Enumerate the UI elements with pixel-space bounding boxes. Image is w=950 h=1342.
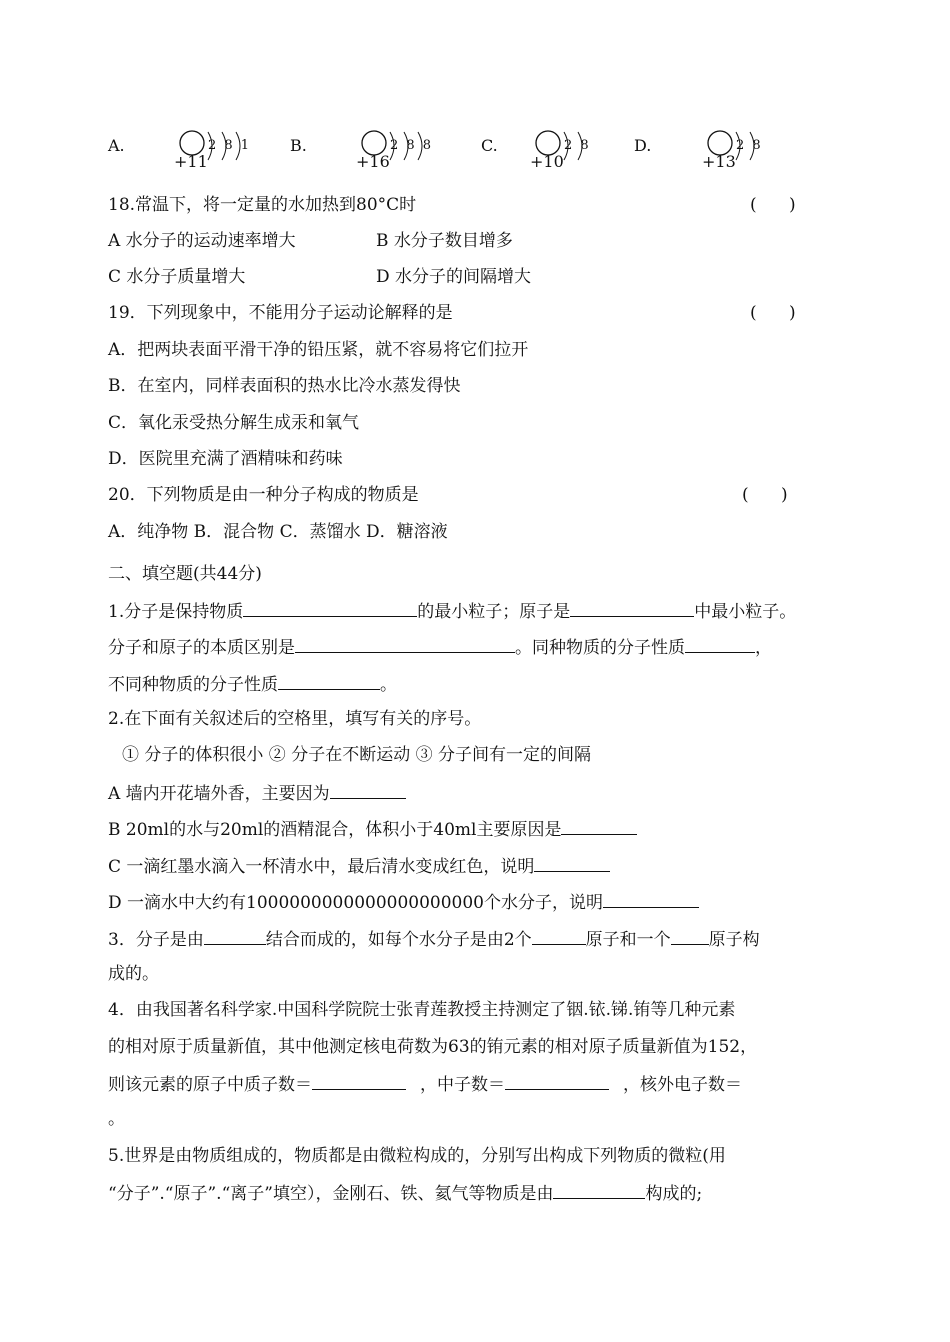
fill1-text: 不同种物质的分子性质 [108,675,278,695]
fill2-text: C 一滴红墨水滴入一杯清水中，最后清水变成红色，说明 [108,857,535,877]
q18-option-row-2 [108,265,531,289]
fill2-stem: 2.在下面有关叙述后的空格里，填写有关的序号。 [108,709,482,729]
fill2-item-b [108,816,637,842]
q20-options: A．纯净物 B．混合物 C．蒸馏水 D．糖溶液 [108,522,448,542]
fill5-text: “分子”.“原子”.“离子”填空），金刚石、铁、氦气等物质是由 [108,1184,554,1204]
q18-option-b: B 水分子数目增多 [376,231,513,251]
shell-electrons: 2 8 [736,138,763,153]
q19-option-c: C．氧化汞受热分解生成汞和氧气 [108,413,360,433]
fill1-text: 的最小粒子；原子是 [417,602,571,622]
answer-blank[interactable] [312,1071,406,1090]
fill1-line2 [108,634,772,660]
answer-blank[interactable] [278,671,380,690]
fill3-text: 原子和一个 [585,930,671,950]
fill4-line1: 4．由我国著名科学家.中国科学院院士张青莲教授主持测定了铟.铱.锑.铕等几种元素 [108,1000,736,1020]
shell-electrons: 2 8 1 [208,138,252,153]
fill3-text: 3．分子是由 [108,930,204,950]
answer-blank[interactable] [553,1180,645,1199]
nucleus-label: +11 [174,152,208,171]
fill1-line3 [108,671,397,697]
option-letter-c: C. [481,136,498,155]
nucleus-label: +13 [702,152,736,171]
fill1-text: 。 [380,675,397,695]
answer-blank[interactable] [532,926,586,945]
option-letter-b: B. [290,136,307,155]
q18-answer-paren[interactable]: ( ) [750,195,796,215]
q18-option-a: A 水分子的运动速率增大 [108,231,296,251]
fill4-text: ，中子数＝ [420,1075,505,1095]
answer-blank[interactable] [561,816,637,835]
answer-blank[interactable] [204,926,266,945]
option-letter-d: D. [634,136,652,155]
fill3-line1 [108,926,760,952]
answer-blank[interactable] [243,598,417,617]
q19-option-b: B．在室内，同样表面积的热水比冷水蒸发得快 [108,376,461,396]
shell-electrons: 2 8 [564,138,591,153]
answer-blank[interactable] [295,634,515,653]
answer-blank[interactable] [603,889,699,908]
answer-blank[interactable] [685,634,755,653]
q20-stem: 20．下列物质是由一种分子构成的物质是 [108,485,419,505]
answer-blank[interactable] [330,780,406,799]
atom-diagram-a [172,126,262,176]
atom-options-row [0,126,950,176]
fill2-item-a [108,780,406,806]
option-letter-a: A. [108,136,125,155]
fill2-choices: ① 分子的体积很小 ② 分子在不断运动 ③ 分子间有一定的间隔 [122,745,592,765]
shell-electrons: 2 8 8 [390,138,434,153]
q19-option-a: A．把两块表面平滑干净的铅压紧，就不容易将它们拉开 [108,340,529,360]
q18-stem: 18.常温下，将一定量的水加热到80°C时 [108,195,417,215]
answer-blank[interactable] [505,1071,609,1090]
q19-option-d: D．医院里充满了酒精味和药味 [108,449,343,469]
nucleus-label: +10 [530,152,564,171]
fill3-text: 原子构 [708,930,760,950]
fill1-line1 [108,598,796,624]
fill2-text: D 一滴水中大约有1000000000000000000000个水分子，说明 [108,893,603,913]
fill5-text: 构成的; [645,1184,703,1204]
fill2-item-c [108,853,610,879]
fill5-line1: 5.世界是由物质组成的，物质都是由微粒构成的，分别写出构成下列物质的微粒(用 [108,1146,726,1166]
fill3-text: 结合而成的，如每个水分子是由2个 [265,930,532,950]
fill4-line3 [108,1071,742,1097]
q18-option-d: D 水分子的间隔增大 [376,267,532,287]
q18-option-row-1 [108,229,513,253]
fill2-text: B 20ml的水与20ml的酒精混合，体积小于40ml主要原因是 [108,820,562,840]
q18-option-c: C 水分子质量增大 [108,267,246,287]
atom-diagram-b [354,126,444,176]
q19-stem: 19．下列现象中，不能用分子运动论解释的是 [108,303,453,323]
answer-blank[interactable] [671,926,709,945]
atom-diagram-d [700,126,790,176]
fill5-line2 [108,1180,702,1206]
fill2-text: A 墙内开花墙外香，主要因为 [108,784,330,804]
q20-answer-paren[interactable]: ( ) [742,485,788,505]
fill4-text: 则该元素的原子中质子数＝ [108,1075,312,1095]
fill4-line4: 。 [108,1109,125,1129]
fill2-item-d [108,889,699,915]
answer-blank[interactable] [534,853,610,872]
fill3-line2: 成的。 [108,964,159,984]
fill1-text: 。同种物质的分子性质 [515,638,685,658]
fill1-text: 中最小粒子。 [694,602,797,622]
q19-answer-paren[interactable]: ( ) [750,303,796,323]
fill4-text: ，核外电子数＝ [623,1075,742,1095]
section-title: 二、填空题(共44分) [108,564,262,584]
fill1-text: 1.分子是保持物质 [108,602,244,622]
fill4-line2: 的相对原于质量新值，其中他测定核电荷数为63的铕元素的相对原子质量新值为152， [108,1037,758,1057]
fill1-text: 分子和原子的本质区别是 [108,638,295,658]
fill1-text: ， [755,638,772,658]
atom-diagram-c [528,126,618,176]
nucleus-label: +16 [356,152,390,171]
answer-blank[interactable] [570,598,694,617]
